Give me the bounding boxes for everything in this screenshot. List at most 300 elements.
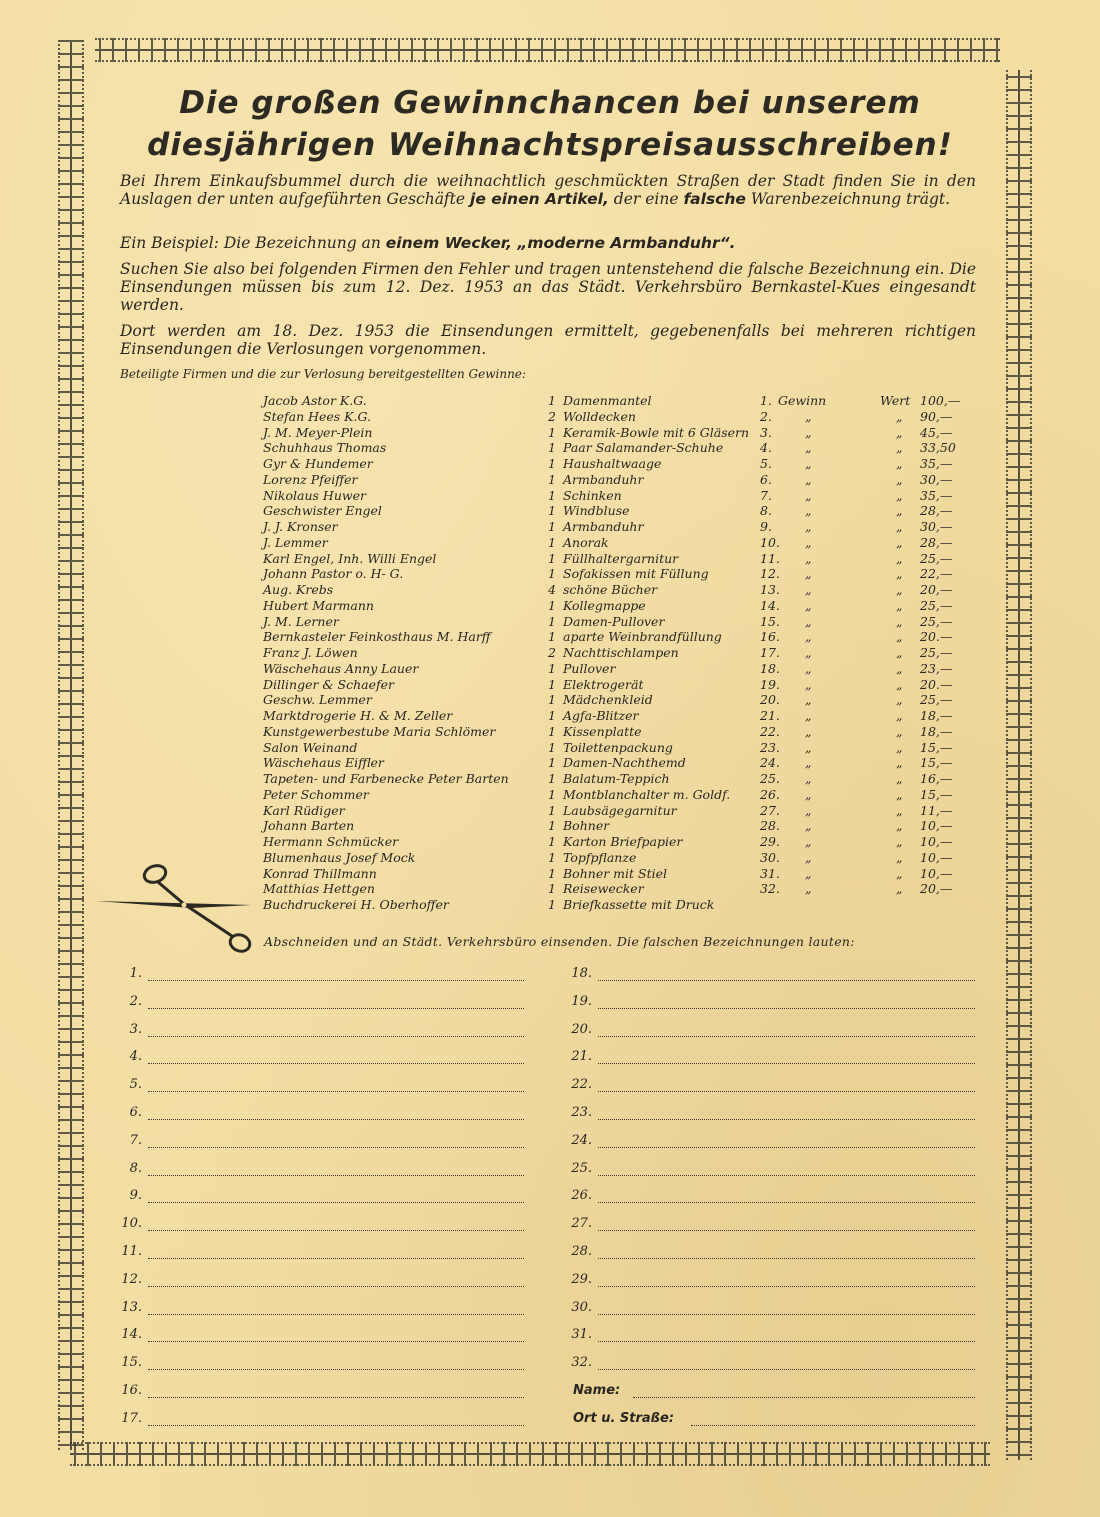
ditto-mark: „ [805, 802, 812, 818]
ditto-mark: „ [896, 849, 903, 865]
prize-quantity: 1 [548, 897, 556, 912]
ditto-mark: „ [805, 755, 812, 771]
answer-line[interactable] [112, 1270, 524, 1290]
prize-value: 28,— [920, 503, 953, 519]
prize-row [0, 551, 1100, 567]
prize-value: 22,— [920, 566, 953, 582]
answer-line[interactable] [562, 1131, 975, 1151]
prize-value: 16,— [920, 771, 953, 786]
prize-value: 20.— [920, 629, 953, 645]
answer-input-line[interactable] [148, 1036, 524, 1037]
answer-number: 4. [129, 1049, 142, 1065]
prize-quantity: 1 [548, 471, 556, 487]
prize-number: 11. [760, 550, 780, 566]
ditto-mark: „ [896, 566, 903, 582]
answer-input-line[interactable] [148, 1341, 524, 1342]
answer-number: 22. [571, 1077, 592, 1093]
prize-firm: Salon Weinand [263, 739, 358, 755]
prize-value: 30,— [920, 471, 953, 487]
prize-row [0, 677, 1100, 693]
answer-line[interactable] [112, 1075, 524, 1095]
title-line-2: diesjährigen Weihnachtspreisausschreiben! [147, 127, 953, 163]
answer-line[interactable] [112, 1047, 524, 1067]
gewinn-label: Gewinn [778, 393, 827, 408]
prize-quantity: 1 [548, 424, 556, 440]
prize-number: 24. [760, 755, 780, 771]
prize-quantity: 1 [548, 755, 556, 771]
answer-number: 21. [571, 1049, 592, 1065]
ditto-mark: „ [805, 818, 812, 834]
ditto-mark: „ [805, 786, 812, 802]
answer-line[interactable] [562, 1159, 975, 1179]
prize-firm: Marktdrogerie H. & M. Zeller [263, 708, 453, 723]
prize-item: Damen-Nachthemd [563, 755, 686, 771]
wert-label: Wert [880, 393, 911, 408]
prize-number: 2. [760, 408, 772, 424]
answer-line[interactable] [112, 1186, 524, 1206]
prize-number: 26. [760, 786, 780, 802]
answer-input-line[interactable] [148, 980, 524, 981]
prize-item: Füllhaltergarnitur [563, 550, 679, 566]
ditto-mark: „ [896, 503, 903, 519]
address-label: Ort u. Straße: [573, 1411, 675, 1426]
prize-value: 15,— [920, 739, 953, 755]
answer-input-line[interactable] [598, 1341, 975, 1342]
ditto-mark: „ [805, 582, 812, 597]
answer-input-line[interactable] [148, 1397, 524, 1398]
prize-firm: Schuhhaus Thomas [263, 440, 387, 456]
prize-firm: Jacob Astor K.G. [263, 393, 367, 408]
prize-quantity: 1 [548, 692, 556, 708]
address-input-line[interactable] [691, 1425, 975, 1426]
answer-input-line[interactable] [598, 1119, 975, 1120]
ditto-mark: „ [896, 440, 903, 456]
answer-line[interactable] [112, 1381, 524, 1401]
ditto-mark: „ [805, 519, 812, 534]
ditto-mark: „ [805, 597, 812, 613]
name-input-line[interactable] [633, 1397, 975, 1398]
prize-firm: Geschw. Lemmer [263, 692, 372, 708]
answer-line[interactable] [562, 1020, 975, 1040]
prize-firm: J. M. Lerner [263, 613, 339, 629]
prize-value: 10,— [920, 865, 953, 881]
prize-row [0, 787, 1100, 803]
prize-firm: Aug. Krebs [263, 582, 334, 597]
answer-line[interactable] [562, 1325, 975, 1345]
answer-input-line[interactable] [148, 1175, 524, 1176]
prize-quantity: 1 [548, 802, 556, 818]
prize-number: 20. [760, 692, 780, 708]
answer-line[interactable] [112, 1298, 524, 1318]
prize-quantity: 1 [548, 613, 556, 629]
ditto-mark: „ [805, 424, 812, 440]
prize-firm: Johann Barten [263, 818, 355, 834]
prize-firm: Bernkasteler Feinkosthaus M. Harff [263, 629, 491, 645]
ditto-mark: „ [896, 613, 903, 629]
prize-item: Schinken [563, 487, 622, 503]
prize-quantity: 1 [548, 629, 556, 645]
ditto-mark: „ [805, 723, 812, 739]
prize-row [0, 488, 1100, 504]
ditto-mark: „ [896, 818, 903, 834]
prize-item: Keramik-Bowle mit 6 Gläsern [563, 424, 750, 440]
answer-input-line[interactable] [148, 1091, 524, 1092]
prize-firm: Gyr & Hundemer [263, 456, 373, 471]
prize-row [0, 566, 1100, 582]
ditto-mark: „ [896, 660, 903, 676]
prize-quantity: 1 [548, 739, 556, 755]
prize-firm: Hermann Schmücker [263, 834, 399, 849]
prize-quantity: 1 [548, 818, 556, 834]
prize-quantity: 1 [548, 566, 556, 582]
ditto-mark: „ [896, 550, 903, 566]
prize-quantity: 1 [548, 456, 556, 471]
answer-line[interactable] [562, 1075, 975, 1095]
prize-number: 30. [760, 849, 780, 865]
answer-number: 12. [121, 1271, 142, 1287]
ditto-mark: „ [896, 487, 903, 503]
answer-line[interactable] [112, 1242, 524, 1262]
prize-item: Balatum-Teppich [563, 771, 670, 786]
prize-row [0, 818, 1100, 834]
prize-item: Paar Salamander-Schuhe [563, 440, 724, 456]
intro-text: Bei Ihrem Einkaufsbummel durch die weihnachtlich geschmückten Straßen der Stadt finden Sie in den Auslagen der unten aufgeführten Geschäfte [120, 172, 976, 208]
answer-line[interactable] [562, 1214, 975, 1234]
ditto-mark: „ [896, 582, 903, 597]
prize-number: 10. [760, 534, 780, 550]
prize-value: 25,— [920, 645, 953, 660]
prize-number: 15. [760, 613, 780, 629]
answer-line[interactable] [562, 1353, 975, 1373]
prize-firm: J. Lemmer [263, 534, 328, 550]
answer-line[interactable] [112, 1020, 524, 1040]
prize-firm: Peter Schommer [263, 786, 369, 802]
ditto-mark: „ [896, 519, 903, 534]
answer-line[interactable] [112, 1409, 524, 1429]
prize-value: 11,— [920, 802, 953, 818]
answer-number: 27. [571, 1216, 592, 1232]
answer-number: 26. [571, 1188, 592, 1204]
prize-row [0, 771, 1100, 787]
ditto-mark: „ [896, 534, 903, 550]
prize-quantity: 1 [548, 440, 556, 456]
prize-row [0, 456, 1100, 472]
prize-quantity: 1 [548, 550, 556, 566]
answer-input-line[interactable] [598, 1147, 975, 1148]
answer-input-line[interactable] [598, 1258, 975, 1259]
prize-value: 45,— [920, 424, 953, 440]
prize-number: 23. [760, 739, 780, 755]
answer-input-line[interactable] [598, 1230, 975, 1231]
ditto-mark: „ [896, 597, 903, 613]
answer-number: 8. [129, 1160, 142, 1176]
answer-number: 16. [121, 1383, 142, 1398]
answer-number: 10. [121, 1216, 142, 1232]
answer-number: 25. [571, 1160, 592, 1176]
name-label: Name: [573, 1383, 621, 1398]
ditto-mark: „ [805, 645, 812, 660]
prize-quantity: 1 [548, 881, 556, 897]
answer-input-line[interactable] [598, 1175, 975, 1176]
firms-heading: Beteiligte Firmen und die zur Verlosung bereitgestellten Gewinne: [120, 367, 526, 381]
prize-value: 25,— [920, 692, 953, 708]
ditto-mark: „ [896, 424, 903, 440]
answer-line[interactable] [562, 992, 975, 1012]
ditto-mark: „ [805, 629, 812, 645]
answer-number: 1. [129, 966, 142, 981]
prize-row [0, 598, 1100, 614]
ditto-mark: „ [896, 881, 903, 897]
ditto-mark: „ [805, 534, 812, 550]
prize-row [0, 692, 1100, 708]
prize-value: 23,— [920, 660, 953, 676]
prize-item: Armbanduhr [563, 471, 644, 487]
prize-quantity: 4 [548, 582, 556, 597]
prize-number: 13. [760, 582, 780, 597]
prize-number: 25. [760, 771, 780, 786]
intro-emphasis: je einen Artikel, [470, 190, 609, 208]
prize-quantity: 1 [548, 519, 556, 534]
prize-item: Elektrogerät [563, 676, 644, 692]
intro-paragraph-2 [120, 234, 976, 252]
ditto-mark: „ [805, 771, 812, 786]
ditto-mark: „ [896, 708, 903, 723]
prize-row [0, 661, 1100, 677]
answer-number: 24. [571, 1132, 592, 1148]
prize-value: 15,— [920, 786, 953, 802]
ditto-mark: „ [896, 723, 903, 739]
prize-item: Armbanduhr [563, 519, 644, 534]
answer-line[interactable] [112, 1353, 524, 1373]
prize-row [0, 519, 1100, 535]
prize-value: 100,— [920, 393, 961, 408]
answer-number: 30. [571, 1299, 592, 1315]
prize-quantity: 1 [548, 676, 556, 692]
prize-firm: Matthias Hettgen [263, 881, 375, 897]
answer-line[interactable] [562, 964, 975, 984]
cut-instruction: Abschneiden und an Städt. Verkehrsbüro einsenden. Die falschen Bezeichnungen lauten: [264, 934, 855, 949]
answer-line[interactable] [112, 1103, 524, 1123]
prize-item: Karton Briefpapier [563, 834, 683, 849]
answer-input-line[interactable] [148, 1230, 524, 1231]
prize-firm: Lorenz Pfeiffer [263, 471, 358, 487]
prize-quantity: 1 [548, 786, 556, 802]
prize-number: 9. [760, 519, 772, 534]
prize-quantity: 1 [548, 534, 556, 550]
answer-input-line[interactable] [148, 1314, 524, 1315]
prize-value: 15,— [920, 755, 953, 771]
answer-number: 32. [571, 1355, 592, 1371]
answer-input-line[interactable] [148, 1008, 524, 1009]
ditto-mark: „ [805, 503, 812, 519]
ditto-mark: „ [805, 408, 812, 424]
prize-number: 7. [760, 487, 772, 503]
answer-input-line[interactable] [148, 1063, 524, 1064]
ditto-mark: „ [896, 676, 903, 692]
answer-number: 5. [129, 1077, 142, 1093]
answer-line[interactable] [562, 1298, 975, 1318]
prize-row [0, 409, 1100, 425]
prize-number: 4. [760, 440, 772, 456]
ditto-mark: „ [805, 692, 812, 708]
prize-row [0, 472, 1100, 488]
answer-number: 3. [129, 1021, 142, 1037]
ditto-mark: „ [896, 802, 903, 818]
answer-number: 20. [571, 1021, 592, 1037]
answer-line[interactable] [112, 1325, 524, 1345]
answer-line[interactable] [112, 1214, 524, 1234]
prize-value: 35,— [920, 456, 953, 471]
prize-firm: Geschwister Engel [263, 503, 382, 519]
answer-input-line[interactable] [598, 1008, 975, 1009]
prize-firm: Stefan Hees K.G. [263, 408, 371, 424]
answer-number: 14. [121, 1327, 142, 1343]
ditto-mark: „ [896, 755, 903, 771]
ditto-mark: „ [805, 660, 812, 676]
answer-input-line[interactable] [598, 1063, 975, 1064]
answer-line[interactable] [112, 964, 524, 984]
ditto-mark: „ [896, 771, 903, 786]
answer-number: 7. [129, 1132, 142, 1148]
answer-number: 31. [571, 1327, 592, 1343]
answer-input-line[interactable] [148, 1286, 524, 1287]
answer-input-line[interactable] [598, 1036, 975, 1037]
prize-firm: Dillinger & Schaefer [263, 676, 394, 692]
prize-firm: Konrad Thillmann [263, 865, 377, 881]
intro-paragraph-3: Suchen Sie also bei folgenden Firmen den Fehler und tragen untenstehend die falsche Bezeichnung ein. Die Einsendungen müssen bis zum 12. Dez. 1953 an das Städt. Verkehrsbüro Bernkastel-Kues eingesandt werden. [120, 260, 976, 314]
ditto-mark: „ [896, 786, 903, 802]
prize-row [0, 393, 1100, 409]
prize-value: 18,— [920, 723, 953, 739]
prize-item: Reisewecker [563, 881, 644, 897]
prize-item: Anorak [563, 534, 609, 550]
prize-row [0, 645, 1100, 661]
answer-input-line[interactable] [148, 1147, 524, 1148]
ditto-mark: „ [896, 692, 903, 708]
answer-input-line[interactable] [598, 1314, 975, 1315]
prize-number: 21. [760, 708, 780, 723]
prize-firm: Wäschehaus Eiffler [263, 755, 384, 771]
prize-number: 6. [760, 471, 772, 487]
answer-number: 19. [571, 993, 592, 1009]
prize-firm: Karl Engel, Inh. Willi Engel [263, 550, 437, 566]
prize-value: 20.— [920, 676, 953, 692]
answer-input-line[interactable] [598, 1202, 975, 1203]
answer-number: 13. [121, 1299, 142, 1315]
answer-line[interactable] [562, 1047, 975, 1067]
answer-input-line[interactable] [598, 1369, 975, 1370]
ditto-mark: „ [805, 566, 812, 582]
prize-item: Kissenplatte [563, 723, 642, 739]
prize-value: 20,— [920, 881, 953, 897]
answer-line[interactable] [112, 992, 524, 1012]
answer-input-line[interactable] [148, 1119, 524, 1120]
prize-row [0, 425, 1100, 441]
answer-input-line[interactable] [148, 1202, 524, 1203]
prize-quantity: 1 [548, 708, 556, 723]
prize-item: Toilettenpackung [563, 739, 673, 755]
prize-firm: Hubert Marmann [263, 597, 374, 613]
prize-firm: Franz J. Löwen [263, 645, 358, 660]
prize-number: 27. [760, 802, 780, 818]
prize-value: 25,— [920, 597, 953, 613]
ditto-mark: „ [896, 408, 903, 424]
answer-line[interactable] [562, 1103, 975, 1123]
answer-number: 9. [129, 1188, 142, 1204]
prize-item: Pullover [563, 660, 616, 676]
prize-number: 18. [760, 660, 780, 676]
prize-item: Nachttischlampen [563, 645, 679, 660]
prize-quantity: 2 [548, 408, 556, 424]
prize-item: Briefkassette mit Druck [563, 897, 715, 912]
ditto-mark: „ [896, 456, 903, 471]
prize-quantity: 1 [548, 865, 556, 881]
prize-row [0, 582, 1100, 598]
answer-line[interactable] [562, 1270, 975, 1290]
prize-item: schöne Bücher [563, 582, 658, 597]
prize-quantity: 2 [548, 645, 556, 660]
answer-line[interactable] [562, 1186, 975, 1206]
ditto-mark: „ [805, 849, 812, 865]
answer-number: 15. [121, 1355, 142, 1371]
page-title [110, 82, 990, 166]
prize-item: Wolldecken [563, 408, 636, 424]
prize-number: 22. [760, 723, 780, 739]
prize-number: 5. [760, 456, 772, 471]
prize-value: 35,— [920, 487, 953, 503]
prize-firm: Johann Pastor o. H- G. [263, 566, 404, 582]
prize-number: 8. [760, 503, 772, 519]
prize-row [0, 803, 1100, 819]
prize-value: 25,— [920, 613, 953, 629]
answer-line[interactable] [112, 1159, 524, 1179]
prize-row [0, 708, 1100, 724]
prize-item: Bohner [563, 818, 610, 834]
answer-number: 11. [121, 1244, 142, 1259]
ditto-mark: „ [805, 708, 812, 723]
answer-line[interactable] [562, 1242, 975, 1262]
answer-number: 23. [571, 1105, 592, 1120]
answer-input-line[interactable] [598, 980, 975, 981]
prize-quantity: 1 [548, 834, 556, 849]
prize-item: Topfpflanze [563, 849, 637, 865]
prize-item: Haushaltwaage [563, 456, 662, 471]
answer-input-line[interactable] [148, 1369, 524, 1370]
prize-quantity: 1 [548, 487, 556, 503]
prize-item: Kollegmappe [563, 597, 646, 613]
ditto-mark: „ [896, 645, 903, 660]
answer-input-line[interactable] [148, 1258, 524, 1259]
prize-quantity: 1 [548, 597, 556, 613]
name-line[interactable] [573, 1381, 975, 1401]
prize-number: 19. [760, 676, 780, 692]
answer-input-line[interactable] [598, 1091, 975, 1092]
prize-firm: Wäschehaus Anny Lauer [263, 660, 419, 676]
scissors-icon [92, 860, 262, 955]
prize-value: 25,— [920, 550, 953, 566]
answer-input-line[interactable] [148, 1425, 524, 1426]
answer-input-line[interactable] [598, 1286, 975, 1287]
prize-firm: J. M. Meyer-Plein [263, 424, 373, 440]
address-line[interactable] [573, 1409, 975, 1429]
prize-firm: Kunstgewerbestube Maria Schlömer [263, 723, 496, 739]
answer-number: 28. [571, 1244, 592, 1259]
ditto-mark: „ [805, 739, 812, 755]
answer-line[interactable] [112, 1131, 524, 1151]
ditto-mark: „ [896, 471, 903, 487]
prize-value: 10,— [920, 834, 953, 849]
ditto-mark: „ [896, 834, 903, 849]
